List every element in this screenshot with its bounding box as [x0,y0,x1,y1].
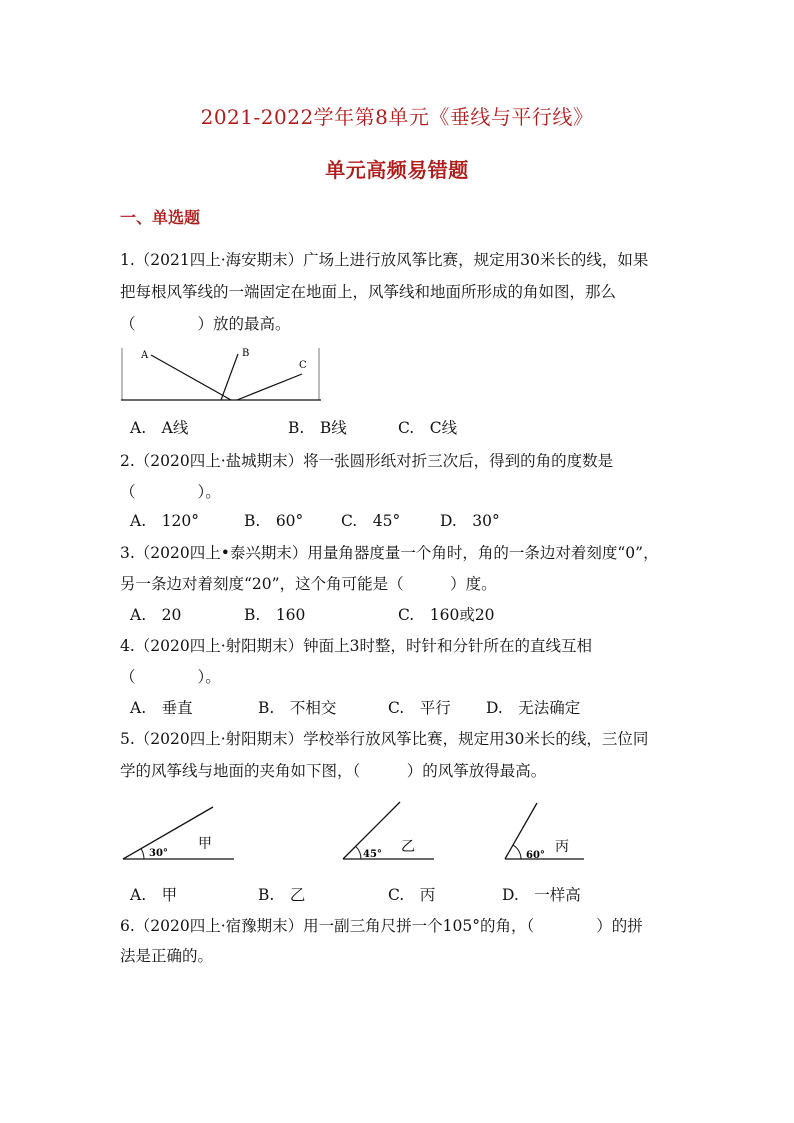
q3-option-a[interactable]: A. 20 [130,606,182,624]
q5-option-b[interactable]: B. 乙 [258,886,306,904]
q1-label-b: B [242,348,250,359]
q1-line-c [237,374,302,400]
q5-jia-name: 甲 [198,836,212,852]
q4-option-d[interactable]: D. 无法确定 [486,699,581,717]
q2-option-a[interactable]: A. 120° [130,512,199,530]
title-line-1: 2021-2022学年第8单元《垂线与平行线》 [200,105,594,129]
q5-bing-name: 丙 [555,839,569,855]
q5-option-c[interactable]: C. 丙 [388,886,436,904]
section-heading: 一、单选题 [120,208,201,227]
q5-bing-angle-arc [513,845,521,859]
q2-option-d[interactable]: D. 30° [440,512,500,530]
q5-line-1: 5.（2020四上·射阳期末）学校举行放风筝比赛，规定用30米长的线，三位同 [120,730,649,748]
q1-option-a[interactable]: A. A线 [130,419,189,437]
q4-line-1: 4.（2020四上·射阳期末）钟面上3时整，时针和分针所在的直线互相 [120,637,593,655]
q5-jia-angle-arc [141,849,144,860]
q5-yi-angle-label: 45° [363,849,382,860]
q5-yi-angle-arc [356,846,361,859]
q3-line-2: 另一条边对着刻度“20”，这个角可能是（ ）度。 [120,575,497,593]
q5-bing-angle-label: 60° [526,850,545,861]
q1-line-1: 1.（2021四上·海安期末）广场上进行放风筝比赛，规定用30米长的线，如果 [120,251,649,269]
q3-line-1: 3.（2020四上•泰兴期末）用量角器度量一个角时，角的一条边对着刻度“0”， [120,544,659,562]
q5-line-2: 学的风筝线与地面的夹角如下图，（ ）的风筝放得最高。 [120,762,547,780]
q4-option-a[interactable]: A. 垂直 [130,699,193,717]
q4-option-c[interactable]: C. 平行 [388,699,451,717]
q5-figure-jia [120,803,240,863]
q5-figure-yi [340,801,460,863]
q3-option-b[interactable]: B. 160 [244,606,306,624]
q5-option-d[interactable]: D. 一样高 [502,886,581,904]
q1-line-2: 把每根风筝线的一端固定在地面上，风筝线和地面所形成的角如图，那么 [120,283,617,301]
q5-option-a[interactable]: A. 甲 [130,886,178,904]
q2-option-c[interactable]: C. 45° [341,512,401,530]
q1-line-a [151,355,231,400]
title-line-2: 单元高频易错题 [325,158,469,182]
q1-line-3: （ ）放的最高。 [120,315,291,333]
q6-line-2: 法是正确的。 [120,947,214,965]
q2-line-1: 2.（2020四上·盐城期末）将一张圆形纸对折三次后，得到的角的度数是 [120,452,614,470]
q2-option-b[interactable]: B. 60° [244,512,304,530]
q5-jia-angle-label: 30° [149,848,168,859]
q1-option-b[interactable]: B. B线 [288,419,347,437]
q3-option-c[interactable]: C. 160或20 [398,606,495,624]
q1-kite-figure [121,345,321,405]
q4-option-b[interactable]: B. 不相交 [258,699,337,717]
q1-label-c: C [299,360,307,371]
q6-line-1: 6.（2020四上·宿豫期末）用一副三角尺拼一个105°的角，（ ）的拼 [120,917,643,935]
q5-figure-bing [502,801,622,863]
q1-line-b [221,354,238,400]
q5-yi-name: 乙 [401,839,415,855]
q1-label-a: A [141,350,149,361]
q2-line-2: （ ）。 [120,483,221,501]
q1-option-c[interactable]: C. C线 [398,419,458,437]
q4-line-2: （ ）。 [120,668,221,686]
